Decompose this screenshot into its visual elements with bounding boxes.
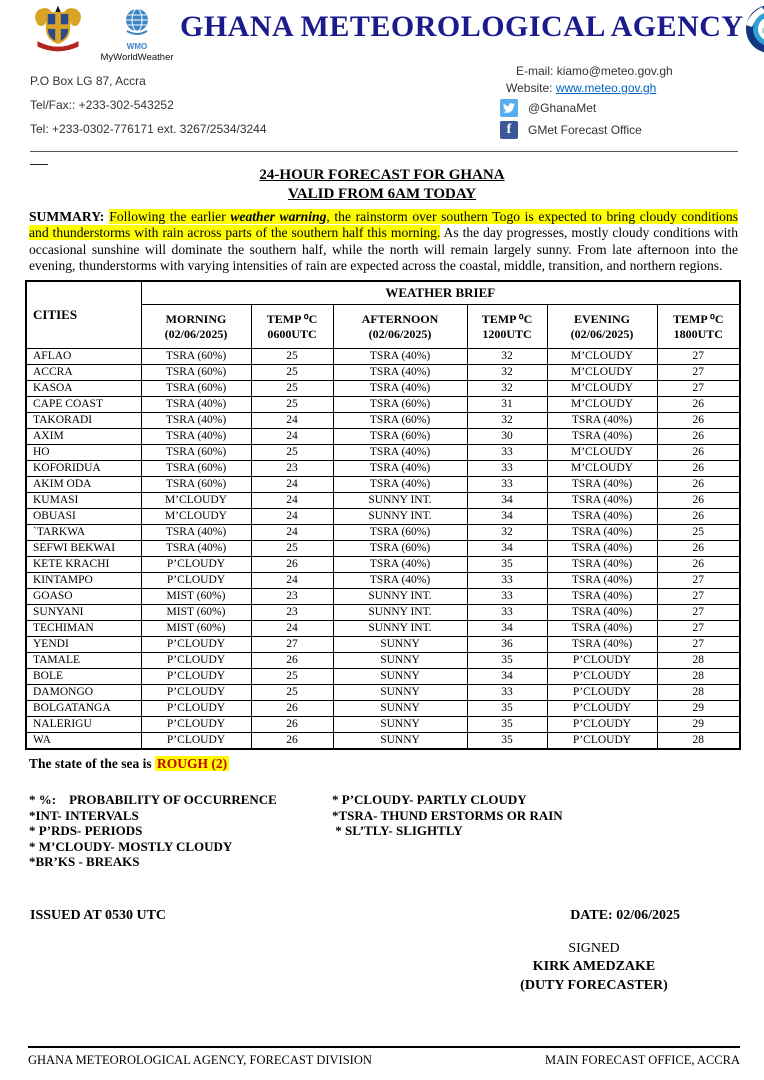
table-header-row-1: [26, 281, 740, 305]
facebook-page: GMet Forecast Office: [528, 123, 642, 137]
forecast-cell: TSRA (40%): [547, 637, 657, 653]
forecast-cell: 26: [251, 557, 333, 573]
table-row: [26, 717, 740, 733]
signature-block: [454, 940, 734, 996]
abbreviation-legend: [29, 792, 764, 870]
legend-item: *BR’KS - BREAKS: [29, 854, 140, 870]
forecast-cell: TSRA (40%): [141, 541, 251, 557]
city-cell: `TARKWA: [26, 525, 141, 541]
forecast-cell: 27: [657, 573, 740, 589]
forecast-cell: P’CLOUDY: [547, 733, 657, 750]
forecast-cell: P’CLOUDY: [141, 637, 251, 653]
forecast-cell: TSRA (60%): [333, 429, 467, 445]
forecast-cell: TSRA (40%): [333, 461, 467, 477]
forecast-cell: 23: [251, 605, 333, 621]
forecast-cell: 35: [467, 701, 547, 717]
website-link[interactable]: www.meteo.gov.gh: [555, 81, 657, 95]
table-row: [26, 653, 740, 669]
col-temp-1200: TEMP ⁰C 1200UTC: [467, 305, 547, 349]
forecast-cell: 24: [251, 573, 333, 589]
city-cell: KUMASI: [26, 493, 141, 509]
legend-item: * %: PROBABILITY OF OCCURRENCE: [29, 792, 277, 808]
forecast-cell: TSRA (60%): [333, 541, 467, 557]
forecast-cell: 26: [657, 461, 740, 477]
legend-item: * SL’TLY- SLIGHTLY: [332, 823, 463, 839]
legend-item: * M’CLOUDY- MOSTLY CLOUDY: [29, 838, 233, 854]
forecast-cell: TSRA (40%): [333, 365, 467, 381]
forecast-table-body: [26, 349, 740, 750]
forecast-cell: 24: [251, 493, 333, 509]
forecast-cell: TSRA (40%): [547, 589, 657, 605]
forecast-cell: P’CLOUDY: [547, 685, 657, 701]
table-row: [26, 701, 740, 717]
forecast-cell: 26: [657, 413, 740, 429]
forecast-cell: TSRA (60%): [141, 477, 251, 493]
forecast-cell: 26: [657, 557, 740, 573]
table-row: [26, 429, 740, 445]
table-row: [26, 573, 740, 589]
forecast-cell: TSRA (40%): [141, 397, 251, 413]
po-box-line: P.O Box LG 87, Accra: [30, 74, 146, 88]
table-row: [26, 461, 740, 477]
table-row: [26, 349, 740, 365]
forecast-cell: SUNNY INT.: [333, 605, 467, 621]
email-label: E-mail:: [516, 64, 554, 78]
wmo-label: WMO: [126, 42, 148, 51]
forecast-cell: 32: [467, 365, 547, 381]
forecast-cell: M’CLOUDY: [547, 381, 657, 397]
city-cell: BOLGATANGA: [26, 701, 141, 717]
forecast-cell: 26: [251, 701, 333, 717]
forecast-cell: TSRA (40%): [333, 573, 467, 589]
forecast-cell: 27: [657, 349, 740, 365]
forecast-cell: 25: [251, 541, 333, 557]
forecast-cell: TSRA (40%): [333, 445, 467, 461]
forecast-cell: TSRA (40%): [547, 621, 657, 637]
forecast-cell: 30: [467, 429, 547, 445]
forecast-cell: 25: [251, 397, 333, 413]
forecast-cell: 26: [251, 717, 333, 733]
forecast-cell: TSRA (40%): [547, 509, 657, 525]
forecast-cell: 36: [467, 637, 547, 653]
forecast-cell: TSRA (40%): [547, 413, 657, 429]
weather-brief-header: WEATHER BRIEF: [141, 281, 740, 305]
city-cell: ACCRA: [26, 365, 141, 381]
forecast-cell: 26: [251, 733, 333, 750]
forecast-cell: M’CLOUDY: [547, 365, 657, 381]
forecast-cell: M’CLOUDY: [547, 445, 657, 461]
table-row: [26, 493, 740, 509]
forecast-cell: TSRA (40%): [141, 525, 251, 541]
title-line-2: VALID FROM 6AM TODAY: [287, 186, 477, 202]
forecast-cell: 24: [251, 509, 333, 525]
forecast-cell: TSRA (60%): [333, 525, 467, 541]
forecast-table: [25, 280, 741, 751]
city-cell: TAKORADI: [26, 413, 141, 429]
forecast-cell: 26: [657, 493, 740, 509]
forecast-cell: P’CLOUDY: [547, 717, 657, 733]
forecast-cell: TSRA (40%): [333, 349, 467, 365]
twitter-line: [500, 99, 738, 117]
forecast-cell: 32: [467, 381, 547, 397]
city-cell: SEFWI BEKWAI: [26, 541, 141, 557]
facebook-icon: f: [500, 121, 518, 139]
city-cell: KASOA: [26, 381, 141, 397]
footer-left: GHANA METEOROLOGICAL AGENCY, FORECAST DIVISION: [28, 1053, 372, 1067]
forecast-cell: P’CLOUDY: [141, 557, 251, 573]
facebook-line: [500, 121, 738, 139]
footer-right: MAIN FORECAST OFFICE, ACCRA: [545, 1053, 740, 1067]
table-row: [26, 509, 740, 525]
forecast-cell: 24: [251, 525, 333, 541]
legend-item: * P’RDS- PERIODS: [29, 823, 143, 839]
telfax-line: Tel/Fax:: +233-302-543252: [30, 98, 174, 112]
city-cell: KINTAMPO: [26, 573, 141, 589]
contact-right: [500, 64, 738, 146]
margin-dash: [30, 164, 48, 165]
forecast-cell: TSRA (60%): [333, 413, 467, 429]
city-cell: BOLE: [26, 669, 141, 685]
forecast-cell: 34: [467, 541, 547, 557]
forecast-cell: 24: [251, 477, 333, 493]
table-row: [26, 589, 740, 605]
issued-at: ISSUED AT 0530 UTC: [30, 907, 167, 923]
city-cell: DAMONGO: [26, 685, 141, 701]
document-title: [0, 166, 764, 204]
table-row: [26, 733, 740, 750]
forecast-cell: TSRA (40%): [141, 413, 251, 429]
wmo-icon: [122, 7, 152, 37]
forecast-cell: 33: [467, 461, 547, 477]
city-cell: KETE KRACHI: [26, 557, 141, 573]
forecast-cell: TSRA (40%): [333, 557, 467, 573]
table-row: [26, 365, 740, 381]
cities-header: CITIES: [26, 281, 141, 349]
contact-block: [0, 58, 764, 146]
forecast-cell: SUNNY: [333, 653, 467, 669]
forecast-cell: SUNNY INT.: [333, 621, 467, 637]
table-row: [26, 381, 740, 397]
forecast-cell: 29: [657, 701, 740, 717]
forecast-cell: TSRA (40%): [547, 541, 657, 557]
wmo-block: [94, 3, 180, 63]
forecast-cell: 27: [657, 589, 740, 605]
forecast-cell: 32: [467, 525, 547, 541]
city-cell: TECHIMAN: [26, 621, 141, 637]
forecast-cell: 33: [467, 605, 547, 621]
forecast-cell: 25: [251, 365, 333, 381]
table-row: [26, 445, 740, 461]
forecast-cell: P’CLOUDY: [141, 573, 251, 589]
forecast-cell: 23: [251, 589, 333, 605]
table-row: [26, 413, 740, 429]
sea-state-line: [29, 756, 764, 772]
forecast-cell: TSRA (40%): [333, 381, 467, 397]
forecast-cell: TSRA (40%): [547, 477, 657, 493]
forecast-cell: SUNNY INT.: [333, 493, 467, 509]
title-line-1: 24-HOUR FORECAST FOR GHANA: [259, 167, 505, 183]
forecast-cell: TSRA (40%): [547, 573, 657, 589]
forecast-cell: SUNNY: [333, 701, 467, 717]
forecast-cell: 26: [657, 509, 740, 525]
forecast-cell: 24: [251, 413, 333, 429]
forecast-cell: TSRA (40%): [333, 477, 467, 493]
gmet-logo-icon: [744, 3, 764, 55]
forecast-cell: P’CLOUDY: [547, 653, 657, 669]
forecast-cell: 27: [657, 605, 740, 621]
forecast-cell: 25: [251, 381, 333, 397]
header-divider: [30, 151, 738, 152]
forecast-cell: P’CLOUDY: [141, 685, 251, 701]
forecast-cell: 24: [251, 429, 333, 445]
table-row: [26, 477, 740, 493]
signed-label: SIGNED: [568, 940, 620, 956]
forecast-cell: SUNNY: [333, 733, 467, 750]
forecast-cell: 35: [467, 653, 547, 669]
forecast-cell: TSRA (60%): [141, 365, 251, 381]
forecast-cell: 33: [467, 685, 547, 701]
col-temp-0600: TEMP ⁰C 0600UTC: [251, 305, 333, 349]
website-label: Website:: [506, 81, 553, 95]
forecast-cell: 34: [467, 493, 547, 509]
forecast-cell: 27: [657, 621, 740, 637]
forecast-cell: TSRA (40%): [547, 429, 657, 445]
forecast-cell: 32: [467, 349, 547, 365]
city-cell: YENDI: [26, 637, 141, 653]
forecast-cell: TSRA (40%): [141, 429, 251, 445]
forecast-cell: SUNNY: [333, 669, 467, 685]
twitter-icon: [500, 99, 518, 117]
col-afternoon: AFTERNOON (02/06/2025): [333, 305, 467, 349]
forecast-cell: SUNNY INT.: [333, 509, 467, 525]
website-line: [500, 81, 738, 95]
forecast-cell: 35: [467, 557, 547, 573]
forecast-cell: TSRA (60%): [333, 397, 467, 413]
table-row: [26, 541, 740, 557]
summary-highlight-pre: Following the earlier: [109, 209, 231, 224]
forecast-cell: 25: [657, 525, 740, 541]
forecast-cell: 26: [657, 397, 740, 413]
summary-label: SUMMARY:: [29, 209, 105, 224]
table-row: [26, 637, 740, 653]
forecast-cell: 27: [251, 637, 333, 653]
forecast-cell: 28: [657, 653, 740, 669]
forecast-cell: P’CLOUDY: [141, 653, 251, 669]
forecast-cell: 27: [657, 381, 740, 397]
table-row: [26, 525, 740, 541]
forecaster-role: (DUTY FORECASTER): [520, 977, 668, 993]
col-morning: MORNING (02/06/2025): [141, 305, 251, 349]
contact-left: [30, 64, 500, 146]
agency-title: GHANA METEOROLOGICAL AGENCY: [180, 10, 744, 43]
city-cell: HO: [26, 445, 141, 461]
forecast-cell: P’CLOUDY: [141, 717, 251, 733]
legend-item: *TSRA- THUND ERSTORMS OR RAIN: [332, 807, 563, 823]
forecast-cell: 29: [657, 717, 740, 733]
forecast-cell: 27: [657, 365, 740, 381]
forecast-cell: P’CLOUDY: [141, 701, 251, 717]
city-cell: AXIM: [26, 429, 141, 445]
email-line: [500, 64, 738, 78]
city-cell: NALERIGU: [26, 717, 141, 733]
city-cell: TAMALE: [26, 653, 141, 669]
twitter-handle: @GhanaMet: [528, 101, 597, 115]
city-cell: OBUASI: [26, 509, 141, 525]
forecast-cell: 31: [467, 397, 547, 413]
forecast-cell: 32: [467, 413, 547, 429]
city-cell: KOFORIDUA: [26, 461, 141, 477]
forecast-cell: 27: [657, 637, 740, 653]
forecast-cell: 33: [467, 589, 547, 605]
forecast-cell: M’CLOUDY: [547, 397, 657, 413]
forecast-cell: SUNNY: [333, 717, 467, 733]
forecast-cell: 34: [467, 509, 547, 525]
summary-paragraph: [29, 209, 738, 275]
forecast-cell: 28: [657, 685, 740, 701]
forecast-cell: SUNNY INT.: [333, 589, 467, 605]
city-cell: GOASO: [26, 589, 141, 605]
forecast-cell: 25: [251, 685, 333, 701]
email-value: kiamo@meteo.gov.gh: [556, 64, 673, 78]
forecast-cell: TSRA (60%): [141, 349, 251, 365]
forecast-cell: TSRA (40%): [547, 557, 657, 573]
table-row: [26, 685, 740, 701]
legend-item: *INT- INTERVALS: [29, 807, 139, 823]
forecast-cell: SUNNY: [333, 637, 467, 653]
legend-item: * P’CLOUDY- PARTLY CLOUDY: [332, 792, 527, 808]
city-cell: AFLAO: [26, 349, 141, 365]
forecast-cell: 23: [251, 461, 333, 477]
table-row: [26, 557, 740, 573]
forecast-cell: 26: [657, 445, 740, 461]
forecaster-name: KIRK AMEDZAKE: [532, 959, 656, 975]
forecast-cell: P’CLOUDY: [141, 669, 251, 685]
forecast-cell: 25: [251, 669, 333, 685]
forecast-cell: 26: [657, 541, 740, 557]
forecast-cell: P’CLOUDY: [547, 701, 657, 717]
forecast-cell: M’CLOUDY: [547, 461, 657, 477]
forecast-cell: TSRA (40%): [547, 525, 657, 541]
city-cell: AKIM ODA: [26, 477, 141, 493]
forecast-cell: 28: [657, 669, 740, 685]
summary-highlight-post: , the rainstorm over southern Togo is expected to bring cloudy conditions and thunderstorms with rain across parts of the southern half this morning.: [29, 209, 739, 241]
summary-rest: As the day progresses, mostly cloudy conditions with occasional sunshine will dominate the southern half, while the north will remain largely sunny. From late afternoon into the evening, thunderstorms with varying intensities of rain are expected across the coastal, middle, transition, and northern regions.: [29, 225, 738, 274]
forecast-cell: TSRA (60%): [141, 381, 251, 397]
forecast-cell: 26: [251, 653, 333, 669]
forecast-cell: 34: [467, 669, 547, 685]
forecast-cell: 25: [251, 349, 333, 365]
forecast-cell: M’CLOUDY: [547, 349, 657, 365]
forecast-cell: TSRA (40%): [547, 605, 657, 621]
city-cell: SUNYANI: [26, 605, 141, 621]
legend-left-column: [29, 792, 332, 870]
page-footer: [28, 1046, 740, 1068]
forecast-cell: 28: [657, 733, 740, 750]
forecast-cell: 33: [467, 477, 547, 493]
col-evening: EVENING (02/06/2025): [547, 305, 657, 349]
forecast-cell: 25: [251, 445, 333, 461]
summary-weather-warning: weather warning: [230, 209, 327, 224]
sea-state-value: ROUGH (2): [156, 756, 228, 772]
forecast-cell: 33: [467, 445, 547, 461]
forecast-cell: 33: [467, 573, 547, 589]
forecast-cell: P’CLOUDY: [141, 733, 251, 750]
forecast-cell: MIST (60%): [141, 589, 251, 605]
tel-line: Tel: +233-0302-776171 ext. 3267/2534/3244: [30, 122, 267, 136]
forecast-cell: 34: [467, 621, 547, 637]
forecast-cell: TSRA (40%): [547, 493, 657, 509]
forecast-cell: 35: [467, 733, 547, 750]
ghana-coat-of-arms-icon: [30, 3, 86, 53]
forecast-cell: 26: [657, 477, 740, 493]
forecast-cell: SUNNY: [333, 685, 467, 701]
city-cell: CAPE COAST: [26, 397, 141, 413]
issuance-row: [30, 908, 680, 924]
issue-date: DATE: 02/06/2025: [570, 907, 680, 923]
masthead: [0, 0, 764, 63]
col-temp-1800: TEMP ⁰C 1800UTC: [657, 305, 740, 349]
forecast-cell: TSRA (60%): [141, 445, 251, 461]
forecast-cell: 26: [657, 429, 740, 445]
forecast-cell: MIST (60%): [141, 605, 251, 621]
forecast-cell: 24: [251, 621, 333, 637]
wmo-caption: MyWorldWeather: [100, 52, 174, 63]
table-row: [26, 669, 740, 685]
table-row: [26, 397, 740, 413]
city-cell: WA: [26, 733, 141, 750]
forecast-cell: MIST (60%): [141, 621, 251, 637]
forecast-cell: M’CLOUDY: [141, 509, 251, 525]
forecast-cell: 35: [467, 717, 547, 733]
forecast-cell: M’CLOUDY: [141, 493, 251, 509]
sea-state-prefix: The state of the sea is: [29, 756, 155, 772]
forecast-cell: TSRA (60%): [141, 461, 251, 477]
legend-right-column: [332, 792, 563, 870]
table-row: [26, 621, 740, 637]
table-row: [26, 605, 740, 621]
forecast-cell: P’CLOUDY: [547, 669, 657, 685]
